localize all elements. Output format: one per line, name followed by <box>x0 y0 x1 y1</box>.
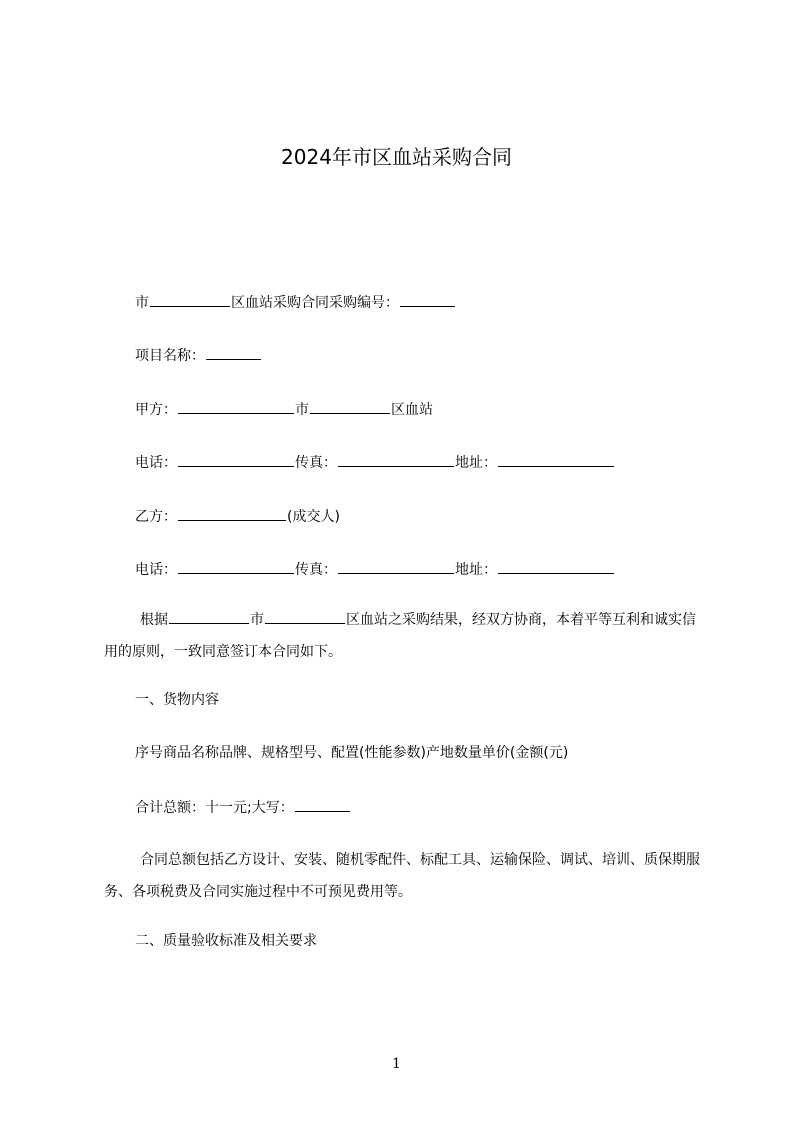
page-title: 2024年市区血站采购合同 <box>281 145 512 169</box>
party-a-line <box>135 399 433 420</box>
blank-fax <box>338 452 454 467</box>
blank-city <box>169 609 249 624</box>
text-address-label: 地址： <box>455 562 497 578</box>
goods-table-header: 序号商品名称品牌、规格型号、配置(性能参数)产地数量单价(金额(元) <box>135 745 569 761</box>
blank-fax <box>338 559 454 574</box>
blank-phone <box>178 559 294 574</box>
blank-amount-in-words <box>295 797 350 812</box>
text-according: 根据 <box>140 612 168 628</box>
blank-city <box>310 399 390 414</box>
blank-district <box>265 609 345 624</box>
text-district-blood-station: 区血站 <box>391 402 433 418</box>
text-city: 市 <box>135 295 149 311</box>
page-number: 1 <box>392 1056 401 1072</box>
text-phone-label: 电话： <box>135 562 177 578</box>
blank-contract-number <box>400 292 455 307</box>
text-address-label: 地址： <box>455 455 497 471</box>
text-transaction-party: (成交人) <box>287 509 340 525</box>
text-fax-label: 传真： <box>295 562 337 578</box>
blank-party-b <box>178 506 286 521</box>
text-contract-amount-body: 合同总额包括乙方设计、安装、随机零配件、标配工具、运输保险、调试、培训、质保期服务、各项税费及合同实施过程中不可预见费用等。 <box>104 852 700 900</box>
blank-address <box>498 559 614 574</box>
text-fax-label: 传真： <box>295 455 337 471</box>
text-phone-label: 电话： <box>135 455 177 471</box>
party-b-line <box>135 506 340 527</box>
text-agreement-body: 区血站之采购结果，经双方协商，本着平等互利和诚实信用的原则，一致同意签订本合同如下。 <box>104 612 696 660</box>
blank-address <box>498 452 614 467</box>
text-city: 市 <box>250 612 264 628</box>
text-total-amount: 合计总额：十一元;大写： <box>135 800 294 816</box>
total-amount-line <box>135 797 351 818</box>
paragraph-contract-amount <box>104 844 704 908</box>
text-party-b-label: 乙方： <box>135 509 177 525</box>
blank-project-name <box>206 345 261 360</box>
text-contract-number-label: 区血站采购合同采购编号： <box>231 295 399 311</box>
section-heading-goods: 一、货物内容 <box>135 692 219 708</box>
paragraph-agreement <box>104 604 704 668</box>
section-heading-quality: 二、质量验收标准及相关要求 <box>135 933 317 949</box>
contract-number-line <box>135 292 456 313</box>
text-city: 市 <box>295 402 309 418</box>
party-a-contact-line <box>135 452 615 473</box>
text-party-a-label: 甲方： <box>135 402 177 418</box>
party-b-contact-line <box>135 559 615 580</box>
text-project-name-label: 项目名称： <box>135 348 205 364</box>
project-name-line <box>135 345 262 366</box>
blank-party-a <box>178 399 294 414</box>
blank-phone <box>178 452 294 467</box>
blank-city <box>150 292 230 307</box>
